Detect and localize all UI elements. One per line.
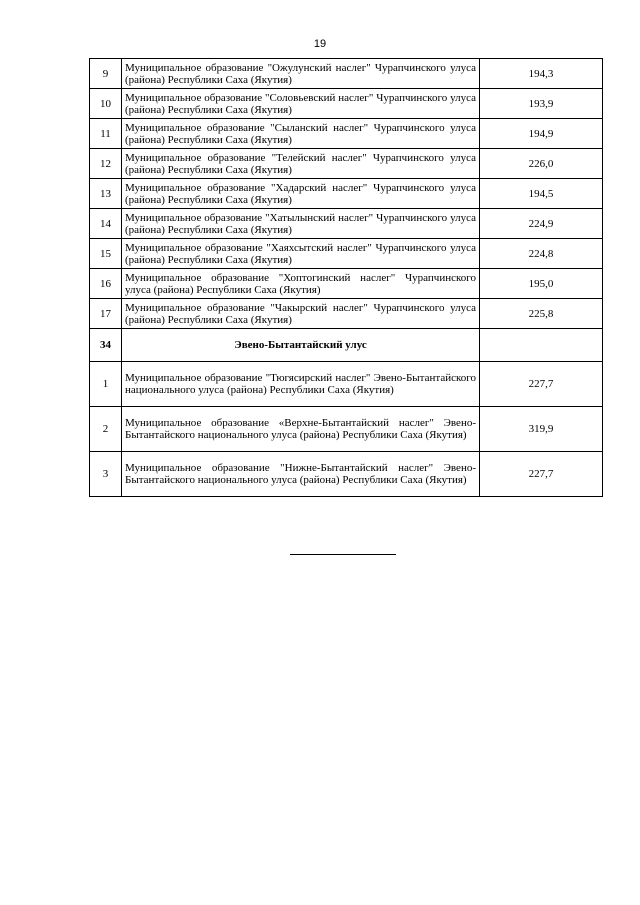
table-row — [90, 209, 603, 239]
table-row — [90, 452, 603, 497]
table-row — [90, 407, 603, 452]
row-value: 194,9 — [480, 119, 603, 149]
separator-line — [290, 554, 396, 555]
row-number: 2 — [90, 407, 122, 452]
row-number: 1 — [90, 362, 122, 407]
row-number: 12 — [90, 149, 122, 179]
row-value: 194,3 — [480, 59, 603, 89]
row-number: 11 — [90, 119, 122, 149]
section-number: 34 — [90, 329, 122, 362]
row-number: 16 — [90, 269, 122, 299]
municipality-name: Муниципальное образование «Верхне-Бытантайский наслег" Эвено-Бытантайского национального улуса (района) Республики Саха (Якутия) — [122, 407, 480, 452]
municipality-name: Муниципальное образование "Сыланский наслег" Чурапчинского улуса (района) Республики Саха (Якутия) — [122, 119, 480, 149]
row-value: 224,8 — [480, 239, 603, 269]
row-number: 13 — [90, 179, 122, 209]
municipality-name: Муниципальное образование "Хаяхсытский наслег" Чурапчинского улуса (района) Республики Саха (Якутия) — [122, 239, 480, 269]
row-number: 10 — [90, 89, 122, 119]
table-row — [90, 89, 603, 119]
section-value — [480, 329, 603, 362]
table-row — [90, 119, 603, 149]
table-row — [90, 239, 603, 269]
row-number: 3 — [90, 452, 122, 497]
table-row — [90, 59, 603, 89]
table-row — [90, 362, 603, 407]
row-number: 15 — [90, 239, 122, 269]
row-value: 195,0 — [480, 269, 603, 299]
municipality-name: Муниципальное образование "Хадарский наслег" Чурапчинского улуса (района) Республики Саха (Якутия) — [122, 179, 480, 209]
section-title: Эвено-Бытантайский улус — [122, 329, 480, 362]
row-value: 227,7 — [480, 452, 603, 497]
row-value: 227,7 — [480, 362, 603, 407]
table-row — [90, 149, 603, 179]
row-number: 9 — [90, 59, 122, 89]
municipality-name: Муниципальное образование "Хоптогинский наслег" Чурапчинского улуса (района) Республики Саха (Якутия) — [122, 269, 480, 299]
row-value: 193,9 — [480, 89, 603, 119]
page-number: 19 — [313, 38, 327, 50]
table-row — [90, 299, 603, 329]
municipality-name: Муниципальное образование "Ожулунский наслег" Чурапчинского улуса (района) Республики Саха (Якутия) — [122, 59, 480, 89]
row-value: 194,5 — [480, 179, 603, 209]
municipality-name: Муниципальное образование "Телейский наслег" Чурапчинского улуса (района) Республики Саха (Якутия) — [122, 149, 480, 179]
section-header-row — [90, 329, 603, 362]
row-value: 319,9 — [480, 407, 603, 452]
municipality-name: Муниципальное образование "Чакырский наслег" Чурапчинского улуса (района) Республики Саха (Якутия) — [122, 299, 480, 329]
row-value: 224,9 — [480, 209, 603, 239]
table-row — [90, 179, 603, 209]
table-row — [90, 269, 603, 299]
municipality-name: Муниципальное образование "Хатылынский наслег" Чурапчинского улуса (района) Республики Саха (Якутия) — [122, 209, 480, 239]
row-value: 225,8 — [480, 299, 603, 329]
municipality-name: Муниципальное образование "Тюгясирский наслег" Эвено-Бытантайского национального улуса (района) Республики Саха (Якутия) — [122, 362, 480, 407]
row-value: 226,0 — [480, 149, 603, 179]
row-number: 14 — [90, 209, 122, 239]
municipality-name: Муниципальное образование "Соловьевский наслег" Чурапчинского улуса (района) Республики Саха (Якутия) — [122, 89, 480, 119]
row-number: 17 — [90, 299, 122, 329]
municipality-name: Муниципальное образование "Нижне-Бытантайский наслег" Эвено-Бытантайского национального улуса (района) Республики Саха (Якутия) — [122, 452, 480, 497]
municipality-table — [89, 58, 603, 497]
